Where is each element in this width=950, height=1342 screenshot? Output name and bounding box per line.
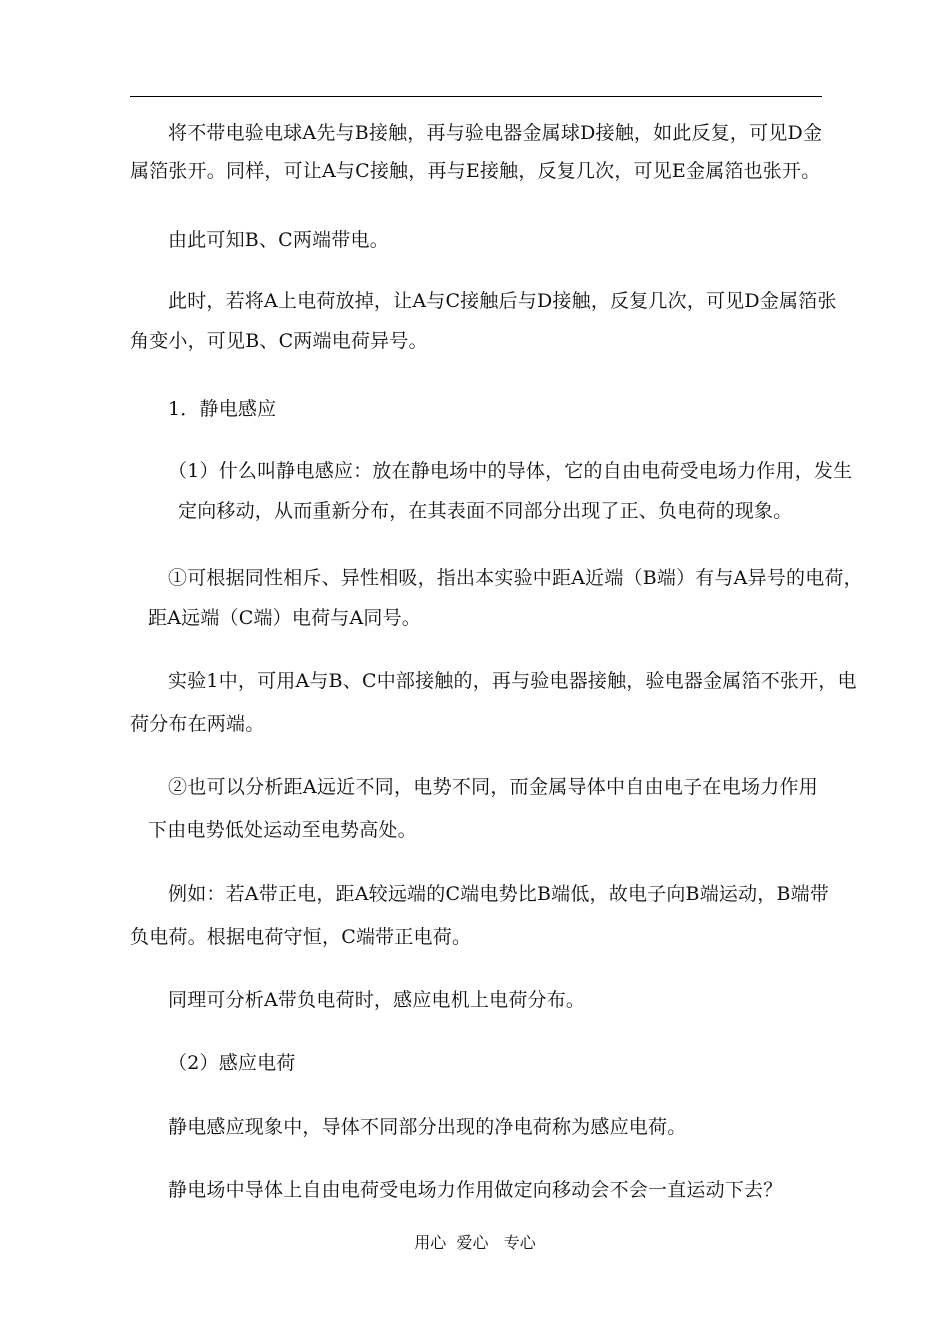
paragraph-line-11: 实验1中，可用A与B、C中部接触的，再与验电器接触，验电器金属箔不张开，电	[168, 670, 857, 692]
header-rule	[130, 96, 822, 97]
paragraph-line-1: 将不带电验电球A先与B接触，再与验电器金属球D接触，如此反复，可见D金	[168, 122, 823, 144]
paragraph-line-17: 同理可分析A带负电荷时，感应电机上电荷分布。	[168, 989, 586, 1011]
paragraph-line-15: 例如：若A带正电，距A较远端的C端电势比B端低，故电子向B端运动，B端带	[168, 883, 830, 905]
paragraph-line-8: 定向移动，从而重新分布，在其表面不同部分出现了正、负电荷的现象。	[178, 500, 793, 522]
paragraph-line-7: （1）什么叫静电感应：放在静电场中的导体，它的自由电荷受电场力作用，发生	[168, 460, 853, 482]
section-heading-electrostatic-induction: 1．静电感应	[168, 398, 277, 420]
paragraph-line-12: 荷分布在两端。	[130, 713, 265, 735]
paragraph-line-20: 静电场中导体上自由电荷受电场力作用做定向移动会不会一直运动下去？	[168, 1179, 783, 1201]
paragraph-line-2: 属箔张开。同样，可让A与C接触，再与E接触，反复几次，可见E金属箔也张开。	[130, 160, 821, 182]
paragraph-line-5: 角变小，可见B、C两端电荷异号。	[130, 330, 428, 352]
paragraph-line-3: 由此可知B、C两端带电。	[168, 229, 389, 251]
paragraph-line-14: 下由电势低处运动至电势高处。	[148, 819, 417, 841]
paragraph-line-13: ②也可以分析距A远近不同，电势不同，而金属导体中自由电子在电场力作用	[168, 776, 818, 798]
paragraph-line-9: ①可根据同性相斥、异性相吸，指出本实验中距A近端（B端）有与A异号的电荷，	[168, 567, 863, 589]
paragraph-line-19: 静电感应现象中，导体不同部分出现的净电荷称为感应电荷。	[168, 1116, 687, 1138]
paragraph-line-10: 距A远端（C端）电荷与A同号。	[148, 607, 421, 629]
paragraph-line-4: 此时，若将A上电荷放掉，让A与C接触后与D接触，反复几次，可见D金属箔张	[168, 290, 837, 312]
section-heading-induced-charge: （2）感应电荷	[168, 1052, 296, 1074]
page-footer: 用心 爱心 专心	[414, 1233, 536, 1252]
paragraph-line-16: 负电荷。根据电荷守恒，C端带正电荷。	[130, 926, 472, 948]
